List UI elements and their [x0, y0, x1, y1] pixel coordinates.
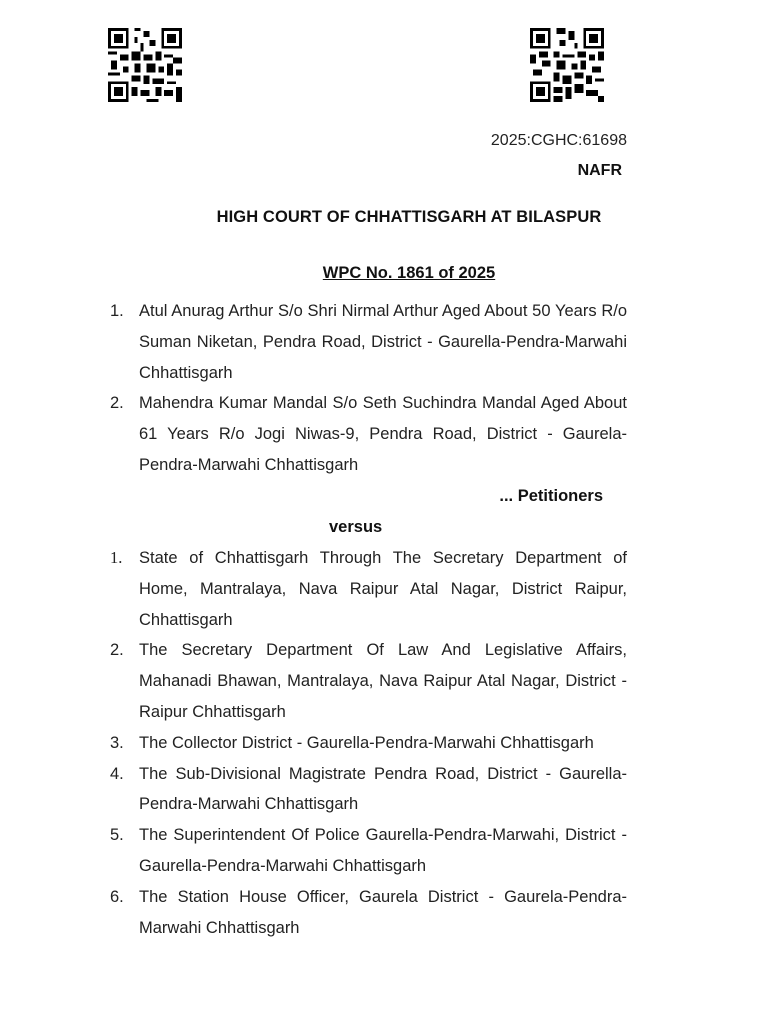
- item-number: 1.: [110, 548, 123, 567]
- item-number: 6.: [110, 887, 124, 906]
- nafr-marking: NAFR: [577, 162, 622, 179]
- petitioner-text: Mahendra Kumar Mandal S/o Seth Suchindra Mandal Aged About 61 Years R/o Jogi Niwas-9, Pendra Road, District - Gaurela-Pendra-Marwahi Chhattisgarh: [139, 394, 627, 474]
- item-number: 2.: [110, 641, 124, 660]
- item-number: 1.: [110, 302, 124, 320]
- qr-code-right: [530, 28, 604, 102]
- qr-code-left: [108, 28, 182, 102]
- court-title: HIGH COURT OF CHHATTISGARH AT BILASPUR: [216, 208, 602, 226]
- item-number: 3.: [110, 733, 124, 752]
- neutral-citation: 2025:CGHC:61698: [490, 132, 627, 149]
- respondent-item: [110, 882, 627, 944]
- respondent-item: [110, 728, 627, 759]
- item-number: 5.: [110, 826, 124, 845]
- respondent-item: [110, 759, 627, 821]
- petitioner-item: [110, 388, 627, 480]
- respondent-text: The Secretary Department Of Law And Legislative Affairs, Mahanadi Bhawan, Mantralaya, Nava Raipur Atal Nagar, District - Raipur Chhattisgarh: [139, 641, 627, 721]
- petitioner-text: Atul Anurag Arthur S/o Shri Nirmal Arthur Aged About 50 Years R/o Suman Niketan, Pendra Road, District - Gaurella-Pendra-Marwahi Chhattisgarh: [139, 302, 627, 382]
- respondent-item: [110, 820, 627, 882]
- respondent-text: The Sub-Divisional Magistrate Pendra Road, District - Gaurella-Pendra-Marwahi Chhattisgarh: [139, 764, 627, 814]
- item-number: 2.: [110, 394, 124, 413]
- respondent-text: The Superintendent Of Police Gaurella-Pendra-Marwahi, District - Gaurella-Pendra-Marwahi Chhattisgarh: [139, 826, 627, 875]
- petitioners-list: [110, 296, 627, 481]
- respondent-text: The Station House Officer, Gaurela District - Gaurela-Pendra-Marwahi Chhattisgarh: [139, 887, 627, 937]
- petitioner-item: [110, 296, 627, 388]
- case-number: WPC No. 1861 of 2025: [322, 264, 496, 282]
- respondent-text: The Collector District - Gaurella-Pendra-Marwahi Chhattisgarh: [139, 733, 594, 752]
- respondent-item: [110, 543, 627, 635]
- item-number: 4.: [110, 764, 124, 783]
- qr-code-icon: [530, 28, 604, 102]
- petitioners-label: ... Petitioners: [499, 487, 603, 505]
- versus-label: versus: [329, 518, 383, 536]
- respondent-text: State of Chhattisgarh Through The Secretary Department of Home, Mantralaya, Nava Raipur Atal Nagar, District Raipur, Chhattisgarh: [139, 549, 627, 629]
- respondents-list: [110, 543, 627, 943]
- respondent-item: [110, 635, 627, 727]
- qr-code-icon: [108, 28, 182, 102]
